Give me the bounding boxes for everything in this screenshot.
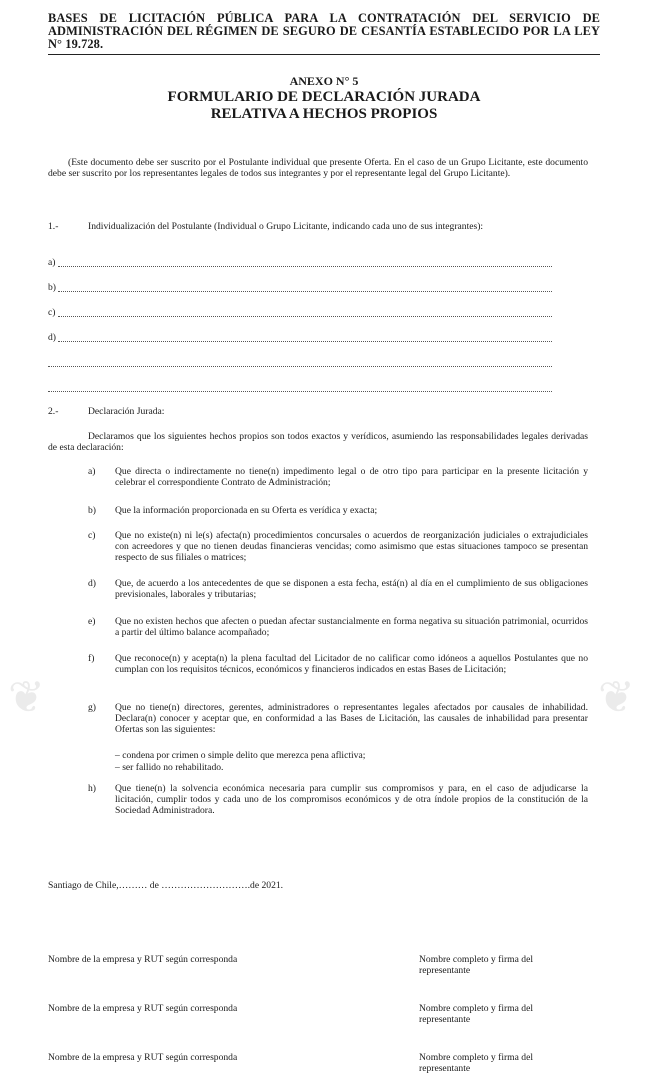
declaration-item-a <box>88 466 588 488</box>
item-text: Que tiene(n) la solvencia económica necesaria para cumplir sus compromisos y para, en el caso de adjudicarse la licitación, cumplir todos y cada uno de los compromisos económicos y de otra índole propios de la constitución de la Sociedad Administradora. <box>115 783 588 816</box>
watermark-left-icon: ❦ <box>8 673 45 722</box>
item-letter: c) <box>88 530 96 541</box>
annex-number: ANEXO N° 5 <box>289 74 359 88</box>
declaration-item-g <box>88 702 588 735</box>
item-letter: f) <box>88 653 95 664</box>
declaration-item-f <box>88 653 588 675</box>
blank-line-c[interactable] <box>48 306 552 319</box>
declaration-item-d <box>88 578 588 600</box>
line-label-a: a) <box>48 257 56 268</box>
blank-line-b[interactable] <box>48 281 552 294</box>
signature-rep-line2: representante <box>419 1063 471 1074</box>
section2-intro: Declaramos que los siguientes hechos propios son todos exactos y verídicos, asumiendo las responsabilidades legales derivadas de esta declaración: <box>48 431 588 453</box>
date-year: de 2021. <box>250 880 284 891</box>
item-text: Que directa o indirectamente no tiene(n) impedimento legal o de otro tipo para participar en la presente licitación y celebrar el correspondiente Contrato de Administración; <box>115 466 588 488</box>
signature-rep-line1: Nombre completo y firma del <box>419 1052 534 1063</box>
declaration-item-e <box>88 616 588 638</box>
item-letter: h) <box>88 783 96 794</box>
document-header: BASES DE LICITACIÓN PÚBLICA PARA LA CONTRATACIÓN DEL SERVICIO DE ADMINISTRACIÓN DEL RÉGIMEN DE SEGURO DE CESANTÍA ESTABLECIDO POR LA LEY N° 19.728. <box>48 11 600 51</box>
line-label-c: c) <box>48 307 56 318</box>
section2-heading: Declaración Jurada: <box>88 406 165 417</box>
causal-1: – condena por crimen o simple delito que merezca pena aflictiva; <box>115 750 366 761</box>
line-label-d: d) <box>48 332 56 343</box>
item-text: Que no tiene(n) directores, gerentes, administradores o representantes legales afectados por causales de inhabilidad. Declara(n) conocer y aceptar que, en conformidad a las Bases de Licitación, las causales de inhabilidad para presentar Ofertas son las siguientes: <box>115 702 588 735</box>
signature-rep-2 <box>419 1003 533 1025</box>
section2-number: 2.- <box>48 406 59 417</box>
item-letter: g) <box>88 702 96 713</box>
signature-rep-line2: representante <box>419 965 471 976</box>
signature-company-2: Nombre de la empresa y RUT según corresponda <box>48 1003 238 1014</box>
item-text: Que no existen hechos que afecten o puedan afectar sustancialmente en forma negativa su situación patrimonial, ocurridos a partir del último balance acompañado; <box>115 616 588 638</box>
date-de: de <box>149 880 159 891</box>
header-rule <box>48 54 600 55</box>
declaration-item-c <box>88 530 588 563</box>
signature-rep-1 <box>419 954 533 976</box>
item-letter: a) <box>88 466 96 477</box>
declaration-item-b <box>88 505 588 516</box>
signature-company-3: Nombre de la empresa y RUT según corresponda <box>48 1052 238 1063</box>
section1-number: 1.- <box>48 221 59 232</box>
item-text: Que reconoce(n) y acepta(n) la plena facultad del Licitador de no calificar como idóneos a aquellos Postulantes que no cumplan con los requisitos técnicos, económicos y financieros indicados en estas Bases de Licitación; <box>115 653 588 675</box>
date-line[interactable] <box>48 880 283 891</box>
date-month-blank[interactable]: ………………………. <box>161 880 251 891</box>
signature-rep-line2: representante <box>419 1014 471 1025</box>
signature-company-1: Nombre de la empresa y RUT según corresponda <box>48 954 238 965</box>
annex-title-line2: RELATIVA A HECHOS PROPIOS <box>210 106 438 122</box>
intro-paragraph: (Este documento debe ser suscrito por el Postulante individual que presente Oferta. En el caso de un Grupo Licitante, este documento debe ser suscrito por los representantes legales de todos sus integrantes y por el representante legal del Grupo Licitante). <box>48 157 588 179</box>
date-city: Santiago de Chile, <box>48 880 119 891</box>
date-day-blank[interactable]: ……… <box>118 880 148 891</box>
item-letter: d) <box>88 578 96 589</box>
annex-title-line1: FORMULARIO DE DECLARACIÓN JURADA <box>167 89 481 105</box>
declaration-item-h <box>88 783 588 816</box>
item-text: Que no existe(n) ni le(s) afecta(n) procedimientos concursales o acuerdos de reorganización judiciales o extrajudiciales con acreedores y que no tienen deudas financieras vencidas; como asimismo que estas situaciones tampoco se presentan respecto de sus filiales o matrices; <box>115 530 588 563</box>
blank-line-d[interactable] <box>48 331 552 344</box>
item-text: Que, de acuerdo a los antecedentes de que se disponen a esta fecha, está(n) al día en el cumplimiento de sus obligaciones previsionales, laborales y tributarias; <box>115 578 588 600</box>
signature-rep-line1: Nombre completo y firma del <box>419 954 534 965</box>
watermark-right-icon: ❦ <box>598 673 635 722</box>
blank-line-e[interactable] <box>48 356 552 369</box>
item-letter: e) <box>88 616 96 627</box>
signature-rep-3 <box>419 1052 533 1074</box>
blank-line-a[interactable] <box>48 256 552 269</box>
causal-2: – ser fallido no rehabilitado. <box>115 762 224 773</box>
item-letter: b) <box>88 505 96 516</box>
section1-heading: Individualización del Postulante (Individual o Grupo Licitante, indicando cada uno de sus integrantes): <box>88 221 484 232</box>
signature-rep-line1: Nombre completo y firma del <box>419 1003 534 1014</box>
item-text: Que la información proporcionada en su Oferta es verídica y exacta; <box>115 505 378 516</box>
blank-line-f[interactable] <box>48 381 552 394</box>
line-label-b: b) <box>48 282 56 293</box>
